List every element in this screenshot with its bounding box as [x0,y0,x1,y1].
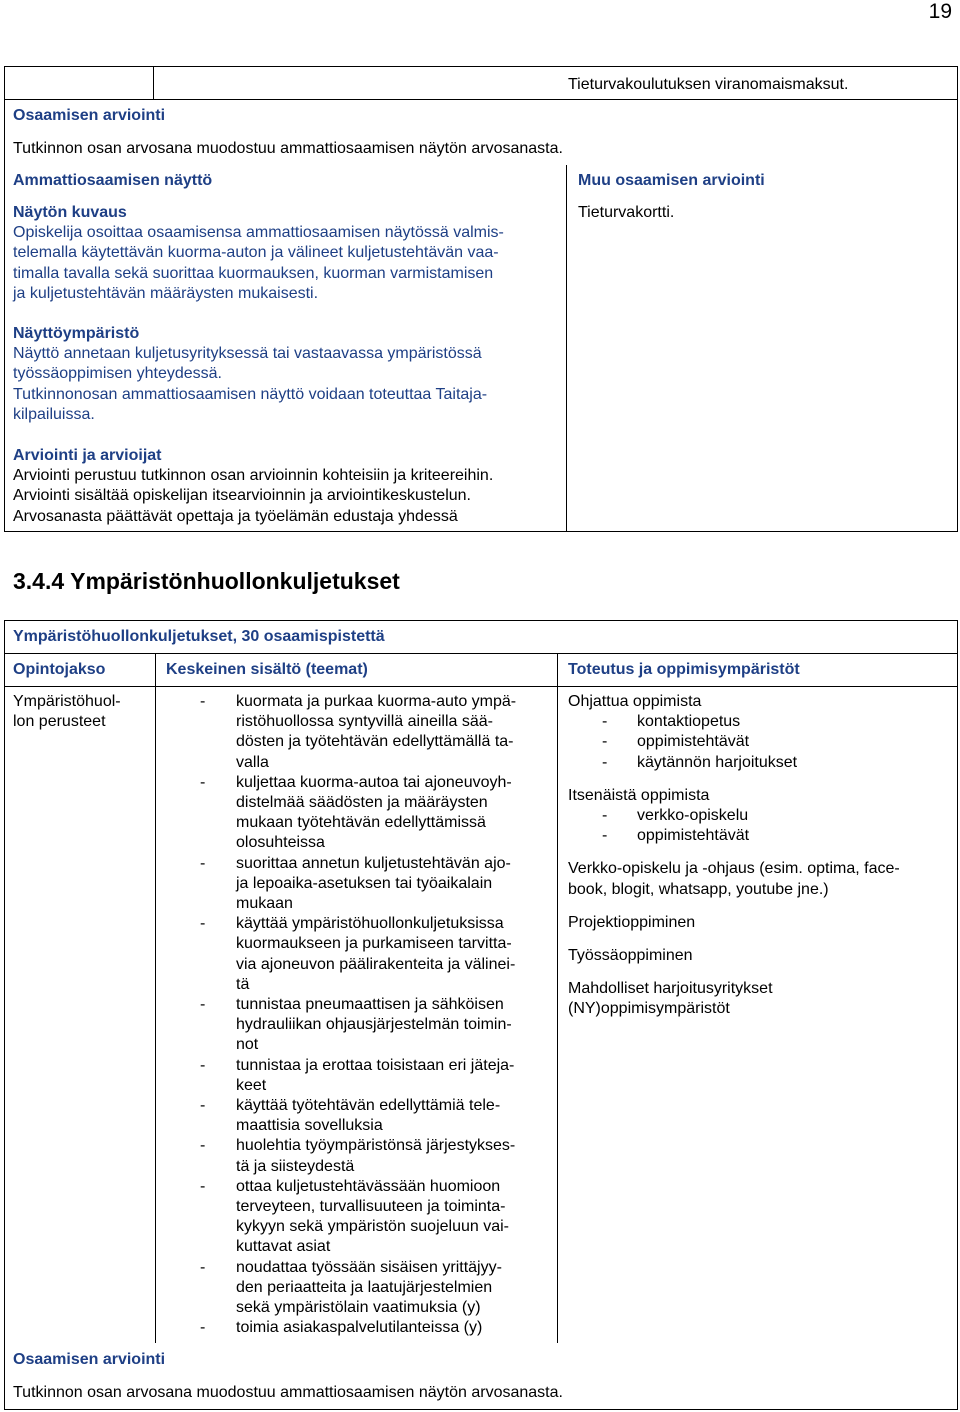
bullet-dash: - [200,1056,206,1074]
content-list-item [200,1258,516,1319]
list-item: - oppimistehtävät [602,827,750,845]
content-list-item [200,914,516,995]
content-line: kuormaukseen ja purkamiseen tarvitta- [236,935,512,953]
demo-description-line: telemalla käytettävän kuorma-auton ja välineet kuljetustehtävän vaa- [13,244,499,262]
content-line: valla [236,753,269,771]
content-line: tä ja siisteydestä [236,1157,355,1175]
content-line: dösten ja työtehtävän edellyttämällä ta- [236,733,514,751]
demo-description-title: Näytön kuvaus [13,204,127,221]
workplace-learning: Työssäoppiminen [568,947,693,965]
demo-description-line: timalla tavalla sekä suorittaa kuormauksen, kuorman varmistamisen [13,264,494,282]
table-border [557,653,558,1343]
independent-learning-title: Itsenäistä oppimista [568,786,710,804]
table-border [4,1409,958,1410]
demo-heading: Ammattiosaamisen näyttö [13,172,213,189]
content-line: terveyteen, turvallisuuteen ja toiminta- [236,1198,506,1216]
content-line: ristöhuollossa syntyvillä aineilla sää- [236,713,494,731]
grade-text: Tutkinnon osan arvosana muodostuu ammattiosaamisen näytön arvosanasta. [13,140,563,157]
companies-line: Mahdolliset harjoitusyritykset [568,980,773,998]
implementation-cell [568,692,900,1020]
tieturva-fee-text: Tieturvakoulutuksen viranomaismaksut. [568,76,849,93]
content-line: maattisia sovelluksia [236,1117,383,1135]
bullet-dash: - [200,915,206,933]
grade-text: Tutkinnon osan arvosana muodostuu ammattiosaamisen näytön arvosanasta. [13,1384,563,1401]
content-list-item [200,1096,516,1136]
content-list-item [200,1136,516,1176]
bullet-dash: - [200,996,206,1014]
demo-description-line: Opiskelija osoittaa osaamisensa ammattiosaamisen näytössä valmis- [13,224,504,242]
content-line: kuljettaa kuorma-autoa tai ajoneuvoyh- [236,773,512,791]
evaluation-title: Arviointi ja arvioijat [13,447,162,464]
bullet-dash: - [200,1258,206,1276]
demo-environment-line: Näyttö annetaan kuljetusyrityksessä tai vastaavassa ympäristössä [13,345,482,363]
demo-environment-line: Tutkinnonosan ammattiosaamisen näyttö voidaan toteuttaa Taitaja- [13,385,488,403]
content-list-item [200,854,516,915]
evaluation-line: Arvosanasta päättävät opettaja ja työelämän edustaja yhdessä [13,507,458,525]
content-line: sekä ympäristölain vaatimuksia (y) [236,1299,481,1317]
table-border [4,620,958,621]
bullet-dash: - [200,1177,206,1195]
evaluation-section [13,446,493,527]
section-heading: 3.4.4 Ympäristönhuollonkuljetukset [13,568,400,594]
project-learning: Projektioppiminen [568,913,696,931]
bullet-dash: - [200,1097,206,1115]
table-border [153,66,154,100]
content-list-item [200,773,516,854]
demo-environment [13,324,487,425]
content-line: tunnistaa pneumaattisen ja sähköisen [236,996,504,1014]
table-border [4,653,958,654]
content-line: mukaan työtehtävän edellyttämissä [236,814,486,832]
list-item: - verkko-opiskelu [602,807,749,825]
evaluation-line: Arviointi sisältää opiskelijan itsearvioinnin ja arviointikeskustelun. [13,487,471,505]
list-item: - käytännön harjoitukset [602,753,798,771]
content-line: via ajoneuvon päälirakenteita ja välinei- [236,955,516,973]
tieturva-card-text: Tieturvakortti. [578,204,675,221]
list-item: - oppimistehtävät [602,733,750,751]
content-line: distelmää säädösten ja määräysten [236,794,488,812]
bullet-dash: - [200,1137,206,1155]
content-line: toimia asiakaspalvelutilanteissa (y) [236,1319,483,1337]
content-list-item [200,1318,516,1338]
content-list [200,692,516,1339]
table-title: Ympäristöhuollonkuljetukset, 30 osaamispistettä [13,628,385,645]
assessment-heading: Osaamisen arviointi [13,107,166,124]
content-line: not [236,1036,259,1054]
content-line: keet [236,1076,267,1094]
content-line: ja lepoaika-asetuksen tai työaikalain [236,874,493,892]
demo-description [13,203,504,304]
content-list-item [200,995,516,1056]
content-line: noudattaa työssään sisäisen yrittäjyy- [236,1258,502,1276]
column-header-course: Opintojakso [13,661,106,678]
demo-environment-line: kilpailuissa. [13,405,95,423]
companies-line: (NY)oppimisympäristöt [568,1000,730,1018]
other-assessment-heading: Muu osaamisen arviointi [578,172,765,189]
bullet-dash: - [200,693,206,710]
content-line: tunnistaa ja erottaa toisistaan eri jäteja- [236,1056,515,1074]
demo-description-line: ja kuljetustehtävän määräysten mukaisesti. [13,284,319,302]
demo-environment-line: työssäoppimisen yhteydessä. [13,365,222,383]
content-line: kuttavat asiat [236,1238,331,1256]
table-border [566,165,567,532]
table-border [4,66,5,532]
content-line: suorittaa annetun kuljetustehtävän ajo- [236,854,511,872]
column-header-implementation: Toteutus ja oppimisympäristöt [568,661,800,678]
content-list-item [200,1056,516,1096]
content-list-item [200,692,516,773]
content-list-item [200,1177,516,1258]
table-border [957,66,958,532]
content-line: tä [236,975,250,993]
list-item: - kontaktiopetus [602,713,741,731]
content-line: ottaa kuljetustehtävässään huomioon [236,1177,501,1195]
content-line: kykyyn sekä ympäristön suojeluun vai- [236,1218,510,1236]
content-line: kuormata ja purkaa kuorma-auto ympä- [236,693,517,710]
content-line: käyttää ympäristöhuollonkuljetuksissa [236,915,504,933]
table-border [155,653,156,1343]
column-header-content: Keskeinen sisältö (teemat) [166,661,368,678]
table-border [4,686,958,687]
online-learning-line: book, blogit, whatsapp, youtube jne.) [568,880,829,898]
assessment-heading: Osaamisen arviointi [13,1351,166,1368]
evaluation-line: Arviointi perustuu tutkinnon osan arvioinnin kohteisiin ja kriteereihin. [13,467,494,485]
table-border [4,531,958,532]
content-line: käyttää työtehtävän edellyttämiä tele- [236,1097,501,1115]
online-learning-line: Verkko-opiskelu ja -ohjaus (esim. optima, face- [568,860,900,878]
bullet-dash: - [200,854,206,872]
content-line: hydrauliikan ohjausjärjestelmän toimin- [236,1016,512,1034]
table-border [4,66,958,67]
table-border [4,99,958,100]
table-border [957,620,958,1410]
content-line: olosuhteissa [236,834,325,852]
bullet-dash: - [200,1319,206,1337]
demo-environment-title: Näyttöympäristö [13,325,140,342]
content-line: mukaan [236,895,293,913]
table-border [4,620,5,1410]
bullet-dash: - [200,773,206,791]
content-line: huolehtia työympäristönsä järjestykses- [236,1137,516,1155]
content-line: den periaatteita ja laatujärjestelmien [236,1278,493,1296]
guided-learning-title: Ohjattua oppimista [568,693,702,710]
page-number: 19 [928,0,952,23]
course-name: Ympäristöhuol- lon perusteet [13,693,121,731]
